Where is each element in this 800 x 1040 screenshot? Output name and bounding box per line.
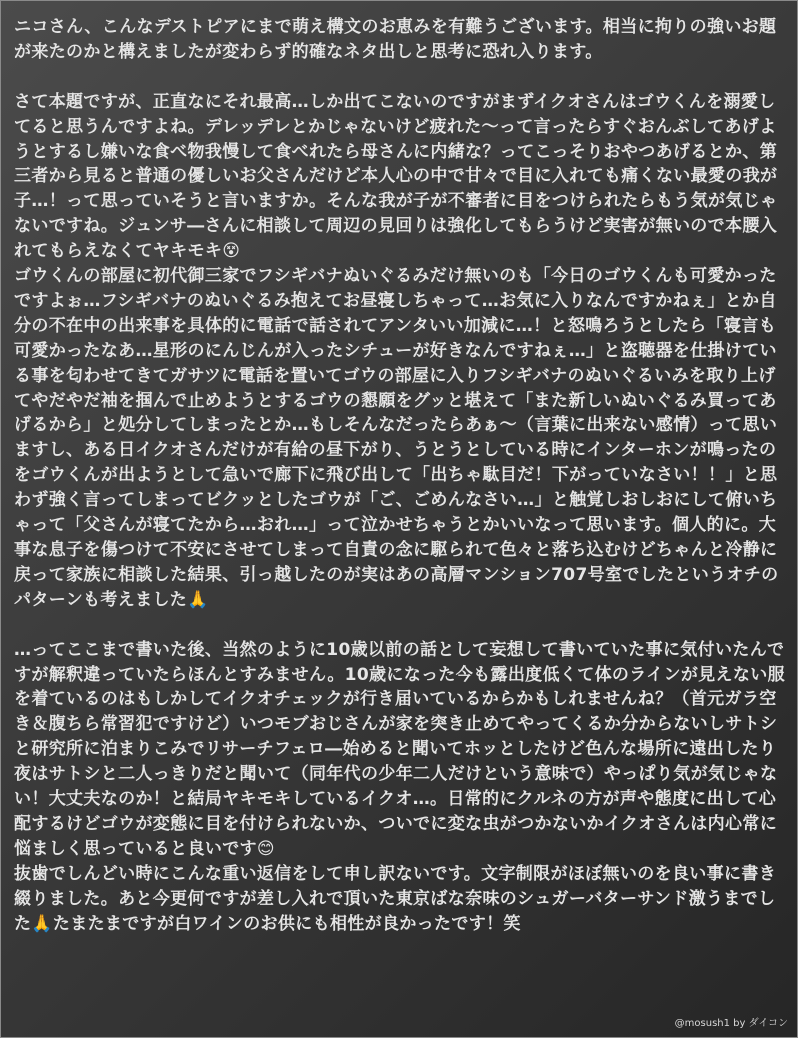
paragraph-gap xyxy=(14,65,789,90)
paragraph-afterthought: …ってここまで書いた後、当然のように10歳以前の話として妄想して書いていた事に気付いたんですが解釈違っていたらほんとすみません。10歳になった今も露出度低くて体のラインが見えない服を着ているのはもしかしてイクオチェックが行き届いているからかもしれませんね？（首元ガラ空き＆腹ちら常習犯ですけど）いつモブおじさんが家を突き止めてやってくるか分からないしサトシと研究所に泊まりこみでリサーチフェロ―始めると聞いてホッとしたけど色んな場所に遠出したり夜はサトシと二人っきりだと聞いて（同年代の少年二人だけという意味で）やっぱり気が気じゃない！大丈夫なのか！と結局ヤキモキしているイクオ…。日常的にクルネの方が声や態度に出して心配するけどゴウが変態に目を付けられないか、ついでに変な虫がつかないかイクオさんは内心常に悩ましく思っていると良いです😊 xyxy=(14,639,785,859)
message-body xyxy=(14,15,789,937)
paragraph-greeting: ニコさん、こんなデストピアにまで萌え構文のお恵みを有難うございます。相当に拘りの強いお題が来たのかと構えましたが変わらず的確なネタ出しと思考に恐れ入ります。 xyxy=(14,17,777,62)
paragraph-gap xyxy=(14,613,789,638)
watermark-credit: @mosush1 by ダイコン xyxy=(674,1018,788,1029)
paragraph-story: ゴウくんの部屋に初代御三家でフシギバナぬいぐるみだけ無いのも「今日のゴウくんも可愛かったですよぉ…フシギバナのぬいぐるみ抱えてお昼寝しちゃって…お気に入りなんですかねぇ」とか自分の不在中の出来事を具体的に電話で話されてアンタいい加減に…！と怒鳴ろうとしたら「寝言も可愛かったなあ…星形のにんじんが入ったシチューが好きなんですねぇ…」と盗聴器を仕掛けている事を匂わせてきてガサツに電話を置いてゴウの部屋に入りフシギバナのぬいぐるいみを取り上げてやだやだ袖を掴んで止めようとするゴウの懇願をグッと堪えて「また新しいぬいぐるみ買ってあげるから」と処分してしまったとか…もしそんなだったらあぁ〜（言葉に出来ない感情）って思いますし、ある日イクオさんだけが有給の昼下がり、うとうとしている時にインターホンが鳴ったのをゴウくんが出ようとして急いで廊下に飛び出して「出ちゃ駄目だ！下がっていなさい！！」と思わず強く言ってしまってビクッとしたゴウが「ご、ごめんなさい…」と触覚しおしおにして俯いちゃって「父さんが寝てたから…おれ…」って泣かせちゃうとかいいなって思います。個人的に。大事な息子を傷つけて不安にさせてしまって自責の念に駆られて色々と落ち込むけどちゃんと冷静に戻って家族に相談した結果、引っ越したのが実はあの高層マンション707号室でしたというオチのパターンも考えました🙏 xyxy=(14,266,779,610)
paragraph-main-topic: さて本題ですが、正直なにそれ最高…しか出てこないのですがまずイクオさんはゴウくんを溺愛してると思うんですよね。デレッデレとかじゃないけど疲れた〜って言ったらすぐおんぶしてあげようとするし嫌いな食べ物我慢して食べれたら母さんに内緒な？ってこっそりおやつあげるとか、第三者から見ると普通の優しいお父さんだけど本人心の中で甘々で目に入れても痛くない最愛の我が子…！って思っていそうと言いますか。そんな我が子が不審者に目をつけられたらもう気が気じゃないですね。ジュンサ―さんに相談して周辺の見回りは強化してもらうけど実害が無いので本腰入れてもらえなくてヤキモキ😵 xyxy=(14,91,778,262)
paragraph-closing: 抜歯でしんどい時にこんな重い返信をして申し訳ないです。文字制限がほぼ無いのを良い事に書き綴りました。あと今更何ですが差し入れで頂いた東京ばな奈味のシュガーバターサンド激うまでした🙏たまたまですが白ワインのお供にも相性が良かったです！笑 xyxy=(14,863,777,934)
